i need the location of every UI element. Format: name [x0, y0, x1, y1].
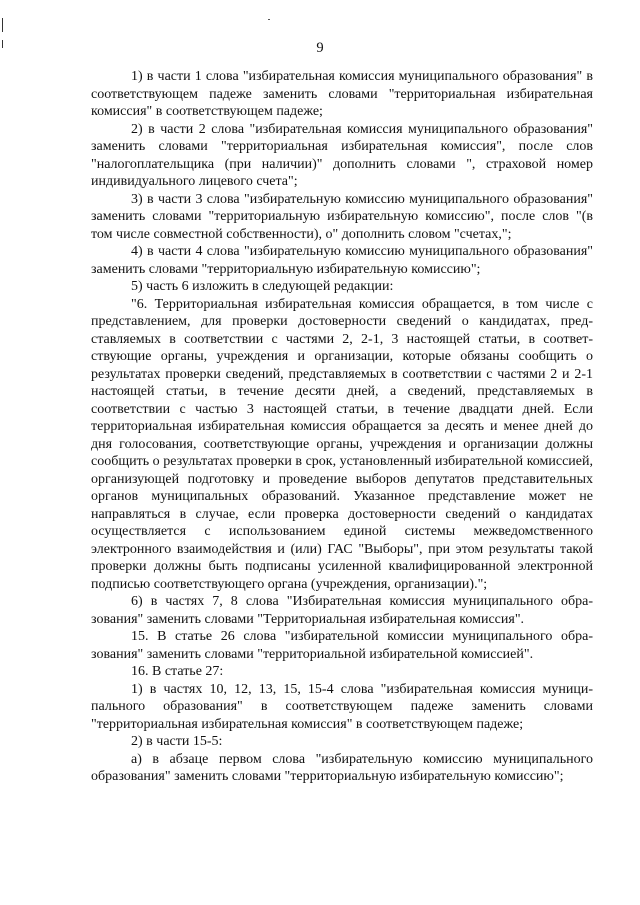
document-body — [91, 68, 593, 786]
paragraph-item-3: 3) в части 3 слова "избирательную комиссию муниципального образования" заменить словами "территориальную избирательную комиссию", после слов "(в том числе совместной собственности), о" дополнить словом "счетах,"; — [91, 191, 593, 242]
paragraph-item-6: 6) в частях 7, 8 слова "Избирательная комиссия муниципального образования" заменить словами "Территориальная избирательная комиссия". — [91, 594, 593, 627]
paragraph-point-15: 15. В статье 26 слова "избирательной комиссии муниципального образования" заменить словами "территориальной избирательной комиссией". — [91, 629, 593, 662]
paragraph-point-16-subitem-a: а) в абзаце первом слова "избирательную комиссию муниципального образования" заменить словами "территориальную избирательную комиссию"; — [91, 751, 593, 784]
scan-edge-mark — [2, 18, 3, 32]
paragraph-point-16-item-1: 1) в частях 10, 12, 13, 15, 15-4 слова "избирательная комиссия муниципального образования" в соответствующем падеже заменить словами "территориальная избирательная комиссия" в соответствующем падеже; — [91, 681, 593, 732]
paragraph-point-16: 16. В статье 27: — [131, 664, 224, 679]
page-number: 9 — [316, 40, 324, 56]
paragraph-item-2: 2) в части 2 слова "избирательная комиссия муниципального образования" заменить словами "территориальная избирательная комиссия", после слов "налогоплательщика (при наличии)" дополнить словами ", страховой номер индивидуального лицевого счета"; — [91, 121, 593, 189]
scan-speck — [268, 19, 270, 20]
paragraph-item-5: 5) часть 6 изложить в следующей редакции: — [131, 279, 394, 294]
paragraph-point-16-item-2: 2) в части 15-5: — [131, 734, 223, 749]
paragraph-item-1: 1) в части 1 слова "избирательная комиссия муниципального образования" в соответствующем падеже заменить словами "территориальная избирательная комиссия" в соответствующем падеже; — [91, 69, 593, 119]
paragraph-quoted-part-6: "6. Территориальная избирательная комиссия обращается, в том числе с представлением, для проверки достоверности сведений о кандидатах, представляемых в соответствии с частями 2, 2-1, 3 настоящей статьи, в соответствующие органы, учреждения и организации, которые обязаны сообщить о результатах проверки сведений, представляемых в соответствии с частями 2 и 2-1 настоящей статьи, в течение десяти дней, а сведений, представляемых в соответствии с частью 3 настоящей статьи, в течение двадцати дней. Если территориальная избирательная комиссия обращается за десять и менее дней до дня голосования, соответствующие органы, учреждения и организации должны сообщить о результатах проверки в срок, установленный избирательной комиссией, организующей подготовку и проведение выборов депутатов представительных органов муниципальных образований. Указанное представление может не направляться в случае, если проверка достоверности сведений о кандидатах осуществляется с использованием единой системы межведомственного электронного взаимодействия и (или) ГАС "Выборы", при этом результаты такой проверки должны быть подписаны усиленной квалифицированной электронной подписью соответствующего органа (учреждения, организации)."; — [91, 296, 593, 592]
paragraph-item-4: 4) в части 4 слова "избирательную комиссию муниципального образования" заменить словами "территориальную избирательную комиссию"; — [91, 244, 593, 277]
